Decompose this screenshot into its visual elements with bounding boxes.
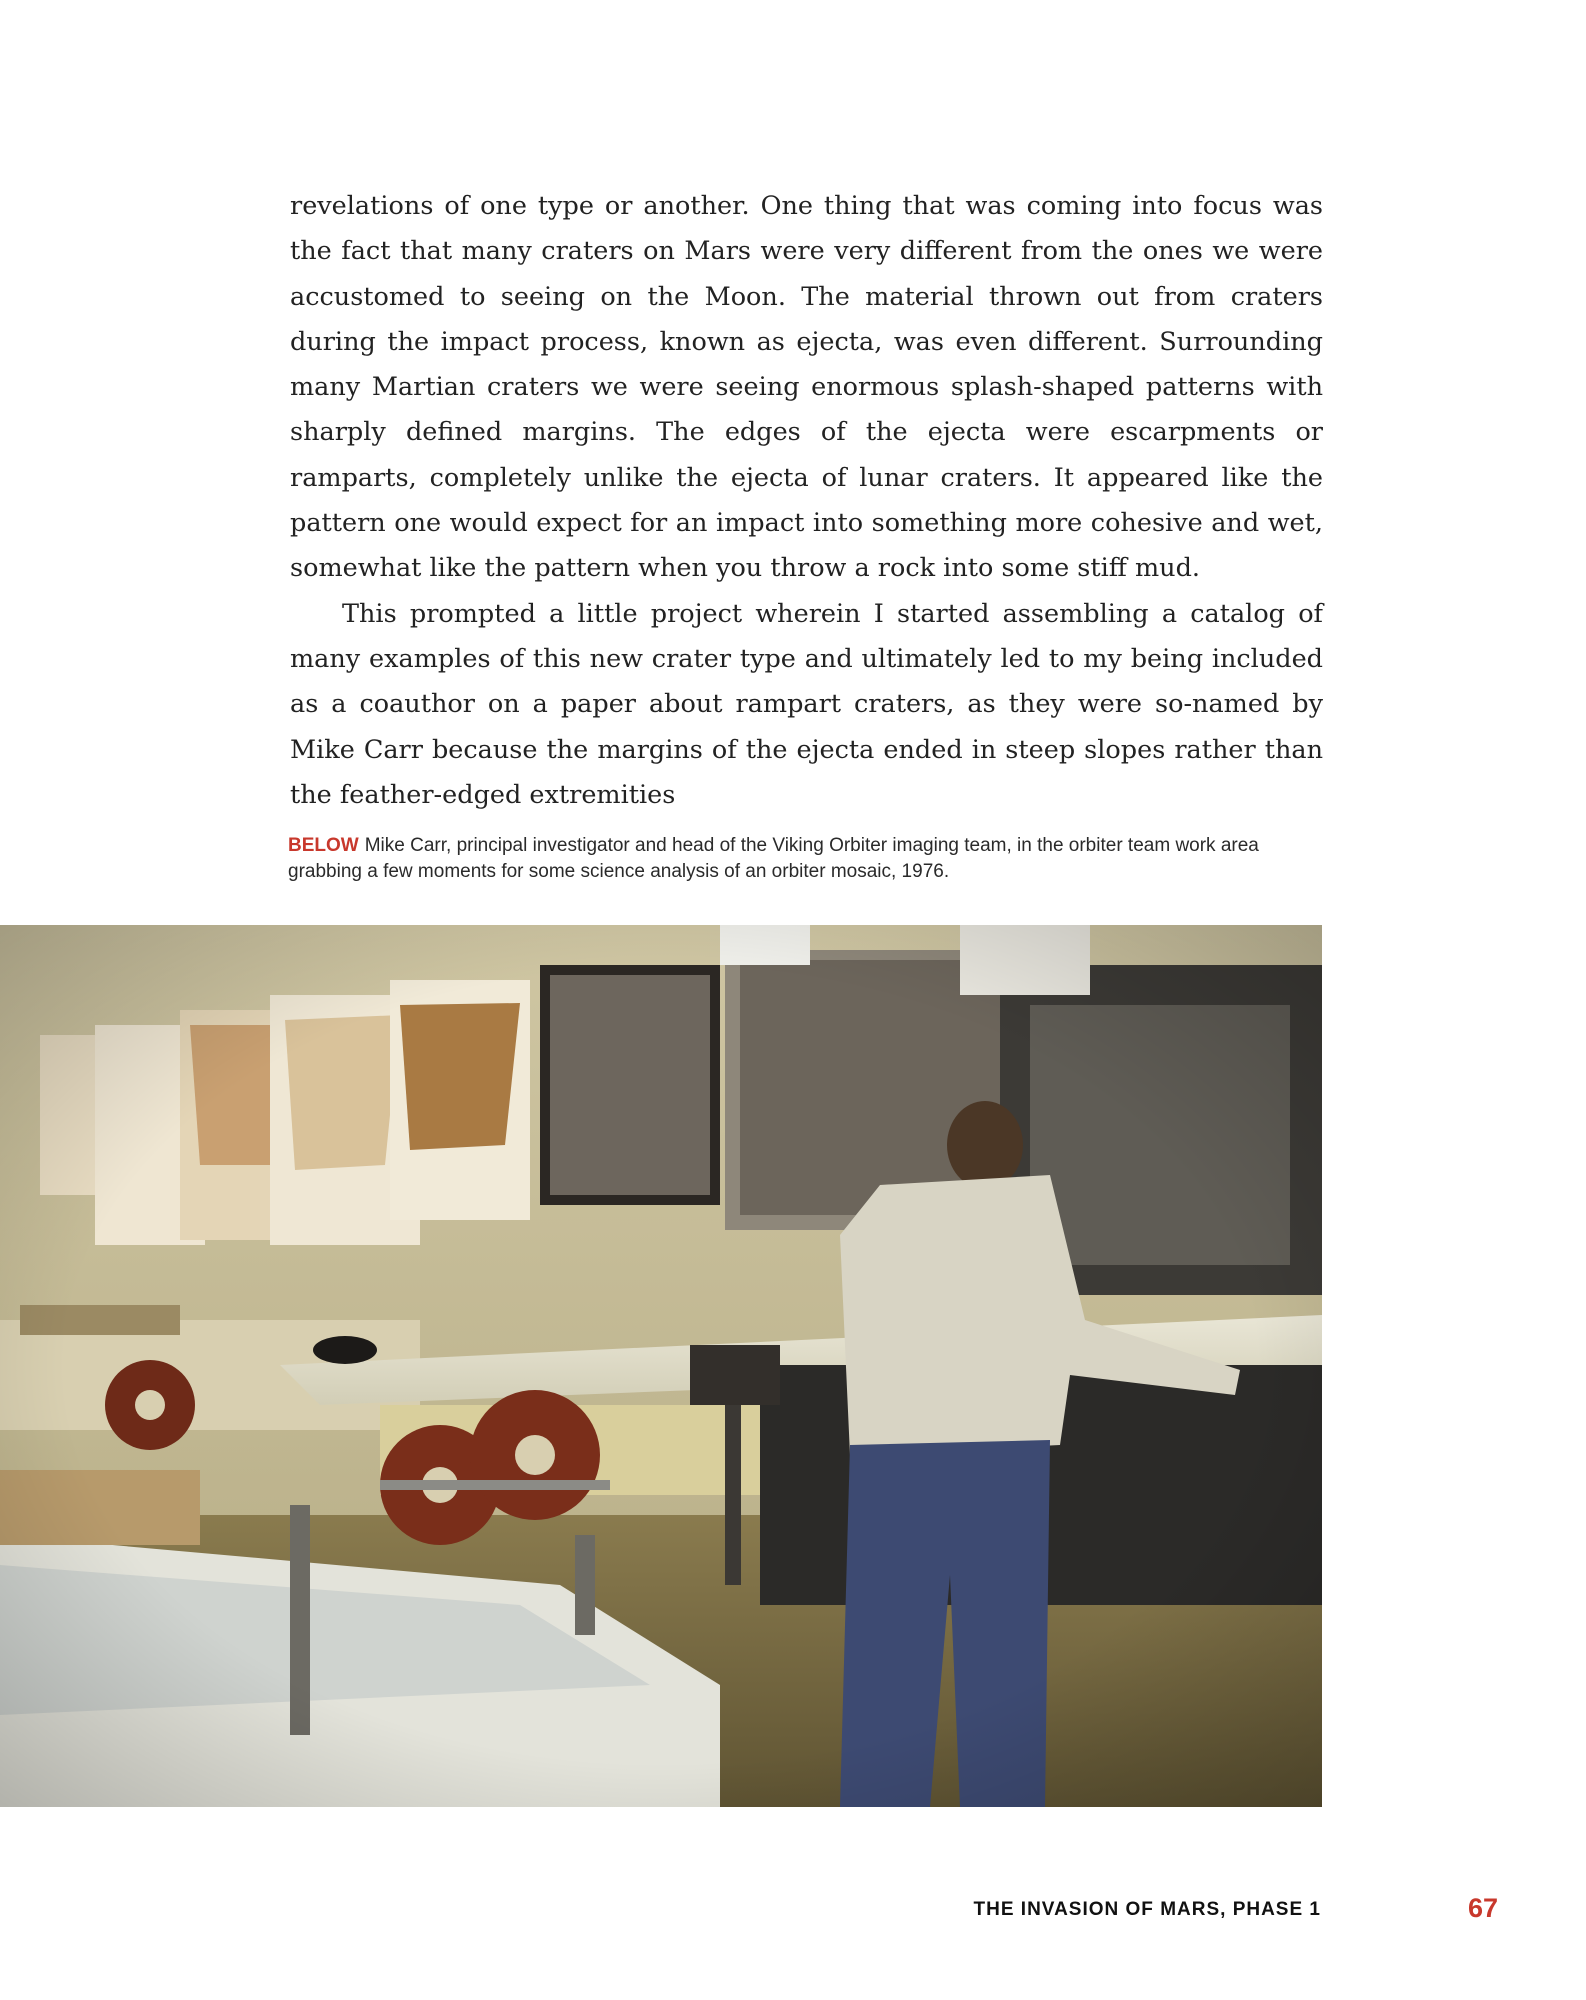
paragraph-2: This prompted a little project wherein I started assembling a catalog of many examples of this new crater type and ultimately led to my being included as a coauthor on a paper about rampart craters, as they were so-named by Mike Carr because the margins of the ejecta ended in steep slopes rather than the feather-edged extremities bbox=[290, 598, 1323, 810]
caption-text: Mike Carr, principal investigator and head of the Viking Orbiter imaging team, in the orbiter team work area grabbing a few moments for some science analysis of an orbiter mosaic, 1976. bbox=[288, 835, 1259, 882]
body-text bbox=[290, 184, 1323, 818]
caption-label: BELOW bbox=[288, 835, 359, 856]
photo-caption bbox=[288, 833, 1303, 885]
photo-illustration bbox=[0, 925, 1322, 1807]
running-title: THE INVASION OF MARS, PHASE 1 bbox=[973, 1899, 1321, 1920]
paragraph-1: revelations of one type or another. One thing that was coming into focus was the fact that many craters on Mars were very different from the ones we were accustomed to seeing on the Moon. The material thrown out from craters during the impact process, known as ejecta, was even different. Surrounding many Martian craters we were seeing enormous splash-shaped patterns with sharply defined margins. The edges of the ejecta were escarpments or ramparts, completely unlike the ejecta of lunar craters. It appeared like the pattern one would expect for an impact into something more cohesive and wet, somewhat like the pattern when you throw a rock into some stiff mud. bbox=[290, 191, 1323, 584]
photo-orbiter-work-area bbox=[0, 925, 1322, 1807]
page-number: 67 bbox=[1468, 1893, 1499, 1923]
